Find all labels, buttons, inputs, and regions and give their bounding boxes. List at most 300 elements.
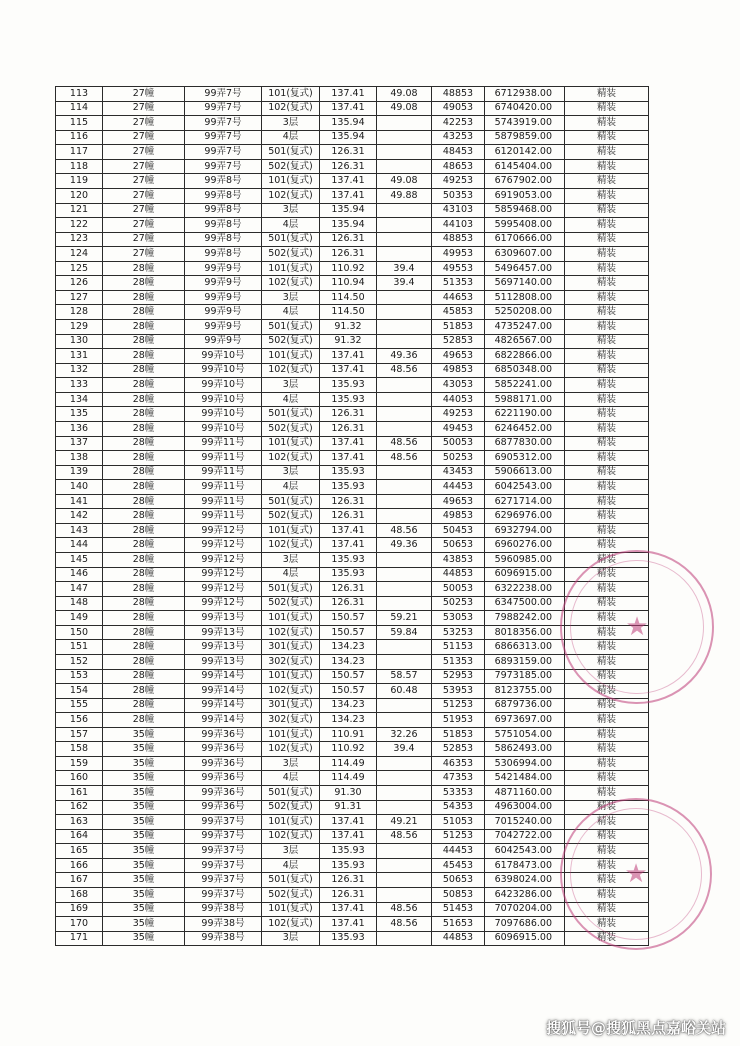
cell-room: 3层 xyxy=(262,931,320,946)
cell-building: 28幢 xyxy=(103,713,185,728)
cell-room: 302(复式) xyxy=(262,654,320,669)
table-row xyxy=(56,902,649,917)
cell-room: 501(复式) xyxy=(262,145,320,160)
cell-area: 150.57 xyxy=(320,684,377,699)
cell-area: 110.94 xyxy=(320,276,377,291)
cell-building: 27幢 xyxy=(103,188,185,203)
cell-room: 4层 xyxy=(262,218,320,233)
table-row xyxy=(56,887,649,902)
cell-row-number: 130 xyxy=(56,334,103,349)
cell-address: 99弄36号 xyxy=(185,786,262,801)
cell-room: 101(复式) xyxy=(262,523,320,538)
cell-area: 135.94 xyxy=(320,130,377,145)
cell-building: 28幢 xyxy=(103,392,185,407)
cell-row-number: 159 xyxy=(56,756,103,771)
cell-decoration: 精装 xyxy=(565,334,649,349)
cell-total-price: 6042543.00 xyxy=(485,844,565,859)
cell-unit-price: 50253 xyxy=(432,451,485,466)
cell-row-number: 164 xyxy=(56,829,103,844)
cell-room: 502(复式) xyxy=(262,159,320,174)
cell-address: 99弄12号 xyxy=(185,567,262,582)
cell-address: 99弄7号 xyxy=(185,159,262,174)
cell-row-number: 169 xyxy=(56,902,103,917)
cell-unit-price: 45853 xyxy=(432,305,485,320)
cell-garden-area xyxy=(377,887,432,902)
cell-garden-area xyxy=(377,756,432,771)
price-list-table-container xyxy=(55,86,648,946)
cell-row-number: 137 xyxy=(56,436,103,451)
cell-row-number: 134 xyxy=(56,392,103,407)
cell-room: 102(复式) xyxy=(262,188,320,203)
cell-row-number: 156 xyxy=(56,713,103,728)
cell-total-price: 5306994.00 xyxy=(485,756,565,771)
cell-unit-price: 50653 xyxy=(432,538,485,553)
cell-garden-area xyxy=(377,407,432,422)
cell-building: 28幢 xyxy=(103,421,185,436)
cell-area: 135.93 xyxy=(320,858,377,873)
cell-building: 35幢 xyxy=(103,931,185,946)
cell-row-number: 151 xyxy=(56,640,103,655)
cell-garden-area xyxy=(377,480,432,495)
cell-row-number: 144 xyxy=(56,538,103,553)
cell-garden-area xyxy=(377,582,432,597)
cell-unit-price: 42253 xyxy=(432,116,485,131)
cell-row-number: 121 xyxy=(56,203,103,218)
cell-room: 4层 xyxy=(262,771,320,786)
cell-unit-price: 44103 xyxy=(432,218,485,233)
table-row xyxy=(56,931,649,946)
cell-address: 99弄7号 xyxy=(185,101,262,116)
cell-garden-area xyxy=(377,465,432,480)
seal-star-icon: ★ xyxy=(625,612,649,642)
cell-unit-price: 48853 xyxy=(432,232,485,247)
cell-building: 28幢 xyxy=(103,305,185,320)
cell-unit-price: 49553 xyxy=(432,261,485,276)
cell-garden-area: 58.57 xyxy=(377,669,432,684)
cell-room: 4层 xyxy=(262,130,320,145)
cell-decoration: 精装 xyxy=(565,130,649,145)
cell-unit-price: 49653 xyxy=(432,349,485,364)
cell-total-price: 6879736.00 xyxy=(485,698,565,713)
cell-garden-area xyxy=(377,203,432,218)
cell-garden-area xyxy=(377,145,432,160)
cell-garden-area xyxy=(377,698,432,713)
cell-total-price: 6905312.00 xyxy=(485,451,565,466)
cell-area: 137.41 xyxy=(320,829,377,844)
cell-building: 28幢 xyxy=(103,290,185,305)
table-row xyxy=(56,480,649,495)
cell-unit-price: 51353 xyxy=(432,654,485,669)
cell-room: 501(复式) xyxy=(262,232,320,247)
cell-row-number: 129 xyxy=(56,320,103,335)
cell-row-number: 131 xyxy=(56,349,103,364)
cell-unit-price: 51453 xyxy=(432,902,485,917)
cell-garden-area: 48.56 xyxy=(377,917,432,932)
cell-area: 137.41 xyxy=(320,101,377,116)
cell-building: 35幢 xyxy=(103,844,185,859)
cell-area: 135.93 xyxy=(320,844,377,859)
cell-room: 502(复式) xyxy=(262,800,320,815)
cell-room: 301(复式) xyxy=(262,698,320,713)
cell-address: 99弄9号 xyxy=(185,261,262,276)
cell-room: 501(复式) xyxy=(262,873,320,888)
cell-decoration: 精装 xyxy=(565,844,649,859)
cell-address: 99弄13号 xyxy=(185,640,262,655)
cell-decoration: 精装 xyxy=(565,116,649,131)
cell-garden-area xyxy=(377,844,432,859)
cell-area: 137.41 xyxy=(320,87,377,102)
table-row xyxy=(56,509,649,524)
cell-building: 27幢 xyxy=(103,174,185,189)
cell-total-price: 5743919.00 xyxy=(485,116,565,131)
cell-unit-price: 53353 xyxy=(432,786,485,801)
table-row xyxy=(56,407,649,422)
cell-row-number: 168 xyxy=(56,887,103,902)
cell-address: 99弄11号 xyxy=(185,480,262,495)
cell-decoration: 精装 xyxy=(565,829,649,844)
cell-address: 99弄37号 xyxy=(185,829,262,844)
cell-area: 134.23 xyxy=(320,698,377,713)
cell-area: 135.93 xyxy=(320,392,377,407)
cell-building: 28幢 xyxy=(103,567,185,582)
cell-room: 3层 xyxy=(262,465,320,480)
table-row xyxy=(56,276,649,291)
cell-decoration: 精装 xyxy=(565,698,649,713)
cell-building: 28幢 xyxy=(103,640,185,655)
cell-unit-price: 49653 xyxy=(432,494,485,509)
cell-unit-price: 44853 xyxy=(432,567,485,582)
table-row xyxy=(56,523,649,538)
cell-area: 137.41 xyxy=(320,902,377,917)
cell-building: 28幢 xyxy=(103,582,185,597)
cell-row-number: 162 xyxy=(56,800,103,815)
table-row xyxy=(56,436,649,451)
cell-address: 99弄38号 xyxy=(185,917,262,932)
cell-room: 101(复式) xyxy=(262,349,320,364)
cell-garden-area xyxy=(377,509,432,524)
cell-decoration: 精装 xyxy=(565,290,649,305)
cell-unit-price: 49253 xyxy=(432,174,485,189)
cell-total-price: 6178473.00 xyxy=(485,858,565,873)
price-list-table xyxy=(55,86,649,946)
cell-decoration: 精装 xyxy=(565,567,649,582)
cell-garden-area xyxy=(377,786,432,801)
cell-building: 35幢 xyxy=(103,727,185,742)
cell-building: 35幢 xyxy=(103,742,185,757)
table-row xyxy=(56,188,649,203)
cell-unit-price: 53953 xyxy=(432,684,485,699)
cell-decoration: 精装 xyxy=(565,465,649,480)
cell-address: 99弄14号 xyxy=(185,713,262,728)
cell-address: 99弄37号 xyxy=(185,844,262,859)
cell-area: 110.91 xyxy=(320,727,377,742)
cell-building: 35幢 xyxy=(103,800,185,815)
cell-decoration: 精装 xyxy=(565,742,649,757)
table-row xyxy=(56,378,649,393)
cell-area: 126.31 xyxy=(320,407,377,422)
cell-row-number: 140 xyxy=(56,480,103,495)
cell-row-number: 119 xyxy=(56,174,103,189)
cell-building: 27幢 xyxy=(103,232,185,247)
cell-area: 126.31 xyxy=(320,596,377,611)
cell-building: 28幢 xyxy=(103,334,185,349)
table-row xyxy=(56,800,649,815)
cell-area: 114.49 xyxy=(320,771,377,786)
cell-building: 28幢 xyxy=(103,611,185,626)
cell-building: 27幢 xyxy=(103,203,185,218)
cell-address: 99弄12号 xyxy=(185,596,262,611)
cell-decoration: 精装 xyxy=(565,480,649,495)
cell-row-number: 171 xyxy=(56,931,103,946)
cell-building: 28幢 xyxy=(103,538,185,553)
cell-area: 137.41 xyxy=(320,188,377,203)
cell-address: 99弄11号 xyxy=(185,451,262,466)
cell-building: 28幢 xyxy=(103,480,185,495)
cell-area: 126.31 xyxy=(320,873,377,888)
cell-building: 28幢 xyxy=(103,451,185,466)
cell-row-number: 122 xyxy=(56,218,103,233)
cell-total-price: 5421484.00 xyxy=(485,771,565,786)
cell-area: 126.31 xyxy=(320,159,377,174)
cell-decoration: 精装 xyxy=(565,931,649,946)
cell-room: 502(复式) xyxy=(262,247,320,262)
cell-total-price: 6767902.00 xyxy=(485,174,565,189)
table-row xyxy=(56,145,649,160)
cell-building: 27幢 xyxy=(103,130,185,145)
cell-row-number: 118 xyxy=(56,159,103,174)
cell-row-number: 147 xyxy=(56,582,103,597)
cell-address: 99弄38号 xyxy=(185,931,262,946)
cell-area: 137.41 xyxy=(320,815,377,830)
cell-address: 99弄13号 xyxy=(185,625,262,640)
cell-garden-area xyxy=(377,553,432,568)
cell-row-number: 142 xyxy=(56,509,103,524)
cell-row-number: 132 xyxy=(56,363,103,378)
cell-address: 99弄37号 xyxy=(185,815,262,830)
cell-building: 27幢 xyxy=(103,145,185,160)
cell-area: 114.49 xyxy=(320,756,377,771)
cell-garden-area xyxy=(377,232,432,247)
cell-building: 28幢 xyxy=(103,553,185,568)
cell-area: 137.41 xyxy=(320,349,377,364)
table-row xyxy=(56,917,649,932)
cell-room: 4层 xyxy=(262,392,320,407)
cell-decoration: 精装 xyxy=(565,276,649,291)
cell-total-price: 7070204.00 xyxy=(485,902,565,917)
cell-total-price: 5988171.00 xyxy=(485,392,565,407)
table-row xyxy=(56,858,649,873)
cell-unit-price: 54353 xyxy=(432,800,485,815)
cell-garden-area xyxy=(377,654,432,669)
cell-total-price: 6246452.00 xyxy=(485,421,565,436)
cell-address: 99弄7号 xyxy=(185,87,262,102)
cell-total-price: 5751054.00 xyxy=(485,727,565,742)
cell-garden-area xyxy=(377,116,432,131)
cell-row-number: 153 xyxy=(56,669,103,684)
cell-garden-area: 49.36 xyxy=(377,349,432,364)
table-row xyxy=(56,451,649,466)
cell-room: 102(复式) xyxy=(262,363,320,378)
cell-total-price: 5859468.00 xyxy=(485,203,565,218)
cell-garden-area xyxy=(377,334,432,349)
cell-unit-price: 43103 xyxy=(432,203,485,218)
cell-row-number: 135 xyxy=(56,407,103,422)
cell-garden-area: 32.26 xyxy=(377,727,432,742)
cell-area: 134.23 xyxy=(320,640,377,655)
cell-unit-price: 44053 xyxy=(432,392,485,407)
cell-total-price: 5697140.00 xyxy=(485,276,565,291)
cell-decoration: 精装 xyxy=(565,684,649,699)
table-row xyxy=(56,727,649,742)
table-row xyxy=(56,232,649,247)
table-row xyxy=(56,87,649,102)
cell-decoration: 精装 xyxy=(565,421,649,436)
cell-unit-price: 50453 xyxy=(432,523,485,538)
cell-room: 4层 xyxy=(262,858,320,873)
cell-building: 35幢 xyxy=(103,887,185,902)
cell-building: 27幢 xyxy=(103,218,185,233)
cell-total-price: 6866313.00 xyxy=(485,640,565,655)
cell-address: 99弄10号 xyxy=(185,392,262,407)
table-row xyxy=(56,553,649,568)
cell-building: 35幢 xyxy=(103,873,185,888)
table-row xyxy=(56,290,649,305)
cell-garden-area xyxy=(377,421,432,436)
cell-address: 99弄8号 xyxy=(185,247,262,262)
cell-decoration: 精装 xyxy=(565,378,649,393)
cell-total-price: 4735247.00 xyxy=(485,320,565,335)
table-row xyxy=(56,742,649,757)
cell-address: 99弄11号 xyxy=(185,436,262,451)
cell-building: 28幢 xyxy=(103,684,185,699)
cell-area: 135.93 xyxy=(320,465,377,480)
cell-total-price: 5112808.00 xyxy=(485,290,565,305)
cell-row-number: 157 xyxy=(56,727,103,742)
cell-unit-price: 49853 xyxy=(432,363,485,378)
cell-garden-area: 48.56 xyxy=(377,451,432,466)
cell-unit-price: 47353 xyxy=(432,771,485,786)
cell-area: 137.41 xyxy=(320,436,377,451)
cell-row-number: 146 xyxy=(56,567,103,582)
cell-unit-price: 48853 xyxy=(432,87,485,102)
cell-row-number: 165 xyxy=(56,844,103,859)
cell-garden-area xyxy=(377,771,432,786)
table-row xyxy=(56,305,649,320)
cell-address: 99弄7号 xyxy=(185,130,262,145)
cell-room: 101(复式) xyxy=(262,261,320,276)
cell-building: 28幢 xyxy=(103,436,185,451)
cell-address: 99弄12号 xyxy=(185,582,262,597)
cell-row-number: 148 xyxy=(56,596,103,611)
table-row xyxy=(56,756,649,771)
cell-row-number: 160 xyxy=(56,771,103,786)
cell-total-price: 6296976.00 xyxy=(485,509,565,524)
cell-row-number: 150 xyxy=(56,625,103,640)
cell-unit-price: 49053 xyxy=(432,101,485,116)
table-row xyxy=(56,392,649,407)
cell-room: 102(复式) xyxy=(262,538,320,553)
cell-area: 91.32 xyxy=(320,334,377,349)
cell-garden-area xyxy=(377,130,432,145)
cell-total-price: 5879859.00 xyxy=(485,130,565,145)
cell-address: 99弄10号 xyxy=(185,378,262,393)
table-row xyxy=(56,349,649,364)
cell-area: 137.41 xyxy=(320,523,377,538)
cell-garden-area: 60.48 xyxy=(377,684,432,699)
cell-building: 35幢 xyxy=(103,858,185,873)
cell-decoration: 精装 xyxy=(565,392,649,407)
cell-total-price: 6170666.00 xyxy=(485,232,565,247)
cell-total-price: 8018356.00 xyxy=(485,625,565,640)
cell-address: 99弄14号 xyxy=(185,698,262,713)
cell-garden-area xyxy=(377,320,432,335)
cell-building: 35幢 xyxy=(103,771,185,786)
cell-garden-area xyxy=(377,931,432,946)
cell-unit-price: 51053 xyxy=(432,815,485,830)
cell-area: 126.31 xyxy=(320,232,377,247)
cell-total-price: 7988242.00 xyxy=(485,611,565,626)
cell-room: 3层 xyxy=(262,756,320,771)
cell-row-number: 127 xyxy=(56,290,103,305)
source-watermark: 搜狐号@搜狐黑点嘉峪关站 xyxy=(545,1019,726,1037)
cell-room: 3层 xyxy=(262,203,320,218)
table-row xyxy=(56,465,649,480)
table-row xyxy=(56,538,649,553)
cell-row-number: 117 xyxy=(56,145,103,160)
cell-unit-price: 51853 xyxy=(432,320,485,335)
cell-row-number: 125 xyxy=(56,261,103,276)
cell-unit-price: 52853 xyxy=(432,334,485,349)
cell-total-price: 5862493.00 xyxy=(485,742,565,757)
cell-total-price: 6322238.00 xyxy=(485,582,565,597)
table-row xyxy=(56,698,649,713)
table-row xyxy=(56,829,649,844)
cell-address: 99弄10号 xyxy=(185,407,262,422)
cell-unit-price: 49453 xyxy=(432,421,485,436)
cell-garden-area: 49.08 xyxy=(377,174,432,189)
table-row xyxy=(56,218,649,233)
cell-room: 101(复式) xyxy=(262,669,320,684)
cell-address: 99弄12号 xyxy=(185,553,262,568)
cell-decoration: 精装 xyxy=(565,145,649,160)
cell-unit-price: 46353 xyxy=(432,756,485,771)
cell-address: 99弄9号 xyxy=(185,276,262,291)
cell-address: 99弄11号 xyxy=(185,509,262,524)
cell-area: 137.41 xyxy=(320,174,377,189)
cell-building: 28幢 xyxy=(103,698,185,713)
cell-garden-area xyxy=(377,800,432,815)
cell-address: 99弄9号 xyxy=(185,320,262,335)
table-row xyxy=(56,582,649,597)
cell-garden-area xyxy=(377,378,432,393)
cell-building: 27幢 xyxy=(103,159,185,174)
cell-row-number: 167 xyxy=(56,873,103,888)
cell-address: 99弄8号 xyxy=(185,174,262,189)
cell-unit-price: 43453 xyxy=(432,465,485,480)
table-row xyxy=(56,669,649,684)
cell-garden-area xyxy=(377,305,432,320)
cell-address: 99弄14号 xyxy=(185,669,262,684)
cell-garden-area xyxy=(377,858,432,873)
cell-decoration: 精装 xyxy=(565,261,649,276)
cell-room: 3层 xyxy=(262,290,320,305)
cell-area: 126.31 xyxy=(320,421,377,436)
cell-decoration: 精装 xyxy=(565,756,649,771)
cell-row-number: 133 xyxy=(56,378,103,393)
cell-area: 110.92 xyxy=(320,742,377,757)
cell-unit-price: 49853 xyxy=(432,509,485,524)
cell-unit-price: 44653 xyxy=(432,290,485,305)
